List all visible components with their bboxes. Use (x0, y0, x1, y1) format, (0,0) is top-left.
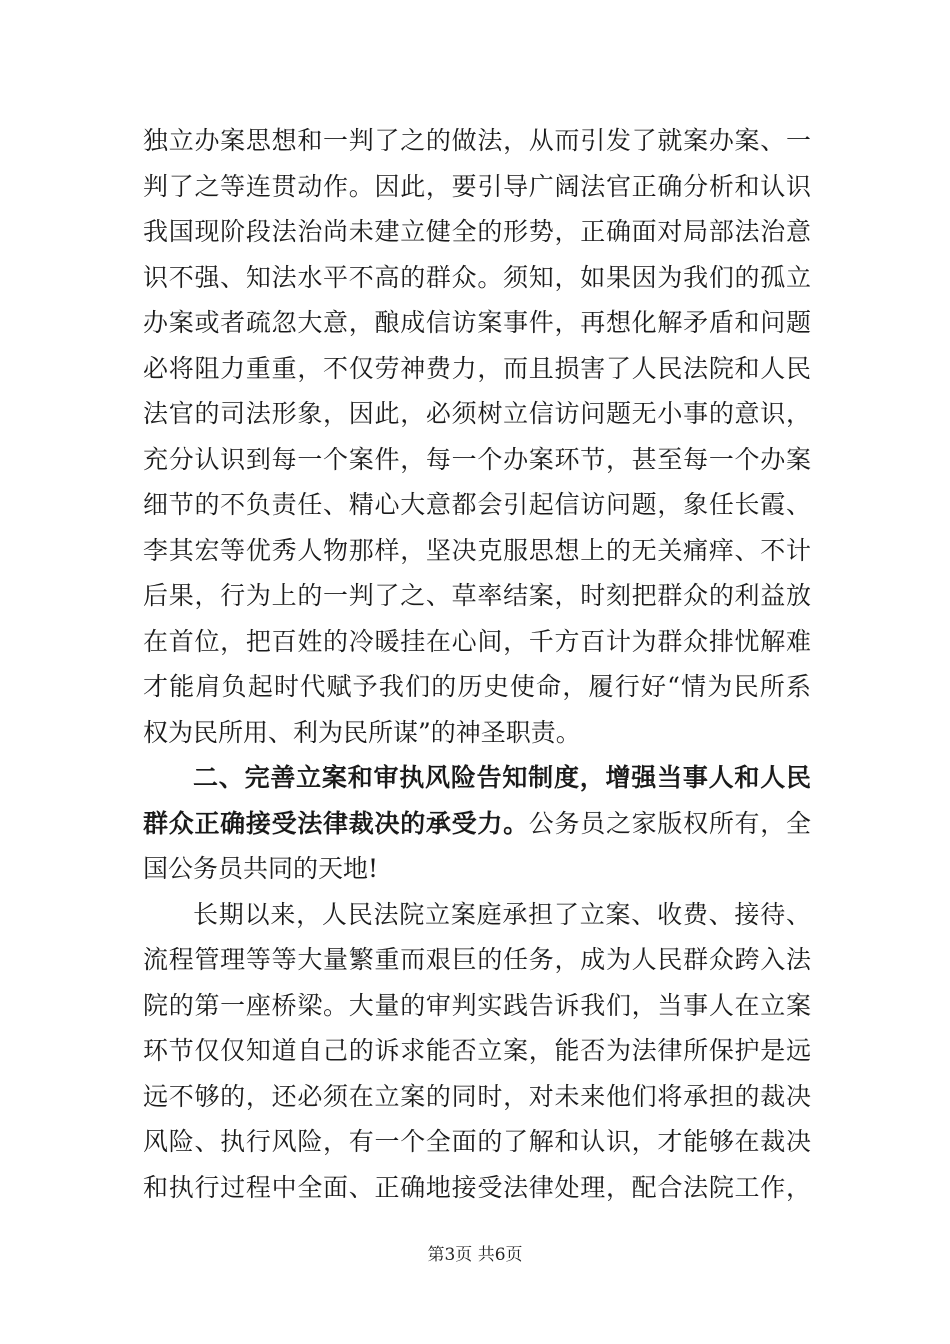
text-line: 权为民所用、利为民所谋”的神圣职责。 (143, 717, 581, 747)
text-line: 识不强、知法水平不高的群众。须知，如果因为我们的孤立 (143, 262, 811, 292)
text-line: 李其宏等优秀人物那样，坚决克服思想上的无关痛痒、不计 (143, 535, 811, 565)
text-line: 长期以来，人民法院立案庭承担了立案、收费、接待、 (193, 899, 811, 929)
text-line: 后果，行为上的一判了之、草率结案，时刻把群众的利益放 (143, 581, 811, 610)
text-line: 独立办案思想和一判了之的做法，从而引发了就案办案、一 (143, 126, 811, 155)
text-line: 我国现阶段法治尚未建立健全的形势，正确面对局部法治意 (143, 217, 811, 246)
text-line: 风险、执行风险，有一个全面的了解和认识，才能够在裁决 (143, 1127, 811, 1156)
text-line: 判了之等连贯动作。因此，要引导广阔法官正确分析和认识 (143, 171, 811, 201)
text-line: 环节仅仅知道自己的诉求能否立案，能否为法律所保护是远 (143, 1036, 811, 1065)
heading-note: 公务员之家版权所有，全 (528, 808, 811, 838)
text-line: 在首位，把百姓的冷暖挂在心间，千方百计为群众排忧解难 (143, 626, 811, 656)
text-line: 细节的不负责任、精心大意都会引起信访问题，象任长霞、 (143, 490, 811, 519)
text-line: 国公务员共同的天地! (143, 854, 379, 883)
text-line: 院的第一座桥梁。大量的审判实践告诉我们，当事人在立案 (143, 990, 811, 1020)
document-body (143, 118, 811, 1210)
text-line: 办案或者疏忽大意，酿成信访案事件，再想化解矛盾和问题 (143, 308, 811, 337)
text-line: 法官的司法形象，因此，必须树立信访问题无小事的意识， (143, 399, 811, 428)
page-number-footer: 第3页 共6页 (427, 1245, 523, 1265)
section-heading-line: 二、完善立案和审执风险告知制度，增强当事人和人民 (193, 763, 811, 792)
text-line: 流程管理等等大量繁重而艰巨的任务，成为人民群众跨入法 (143, 945, 811, 974)
text-line: 充分认识到每一个案件，每一个办案环节，甚至每一个办案 (143, 444, 811, 474)
text-line: 必将阻力重重，不仅劳神费力，而且损害了人民法院和人民 (143, 353, 811, 383)
section-heading-bold: 群众正确接受法律裁决的承受力。 (143, 808, 529, 838)
text-line: 和执行过程中全面、正确地接受法律处理，配合法院工作， (143, 1172, 811, 1202)
text-line: 远不够的，还必须在立案的同时，对未来他们将承担的裁决 (143, 1081, 811, 1111)
section-heading-line (143, 801, 811, 847)
text-line: 才能肩负起时代赋予我们的历史使命，履行好“情为民所系 (143, 672, 811, 701)
